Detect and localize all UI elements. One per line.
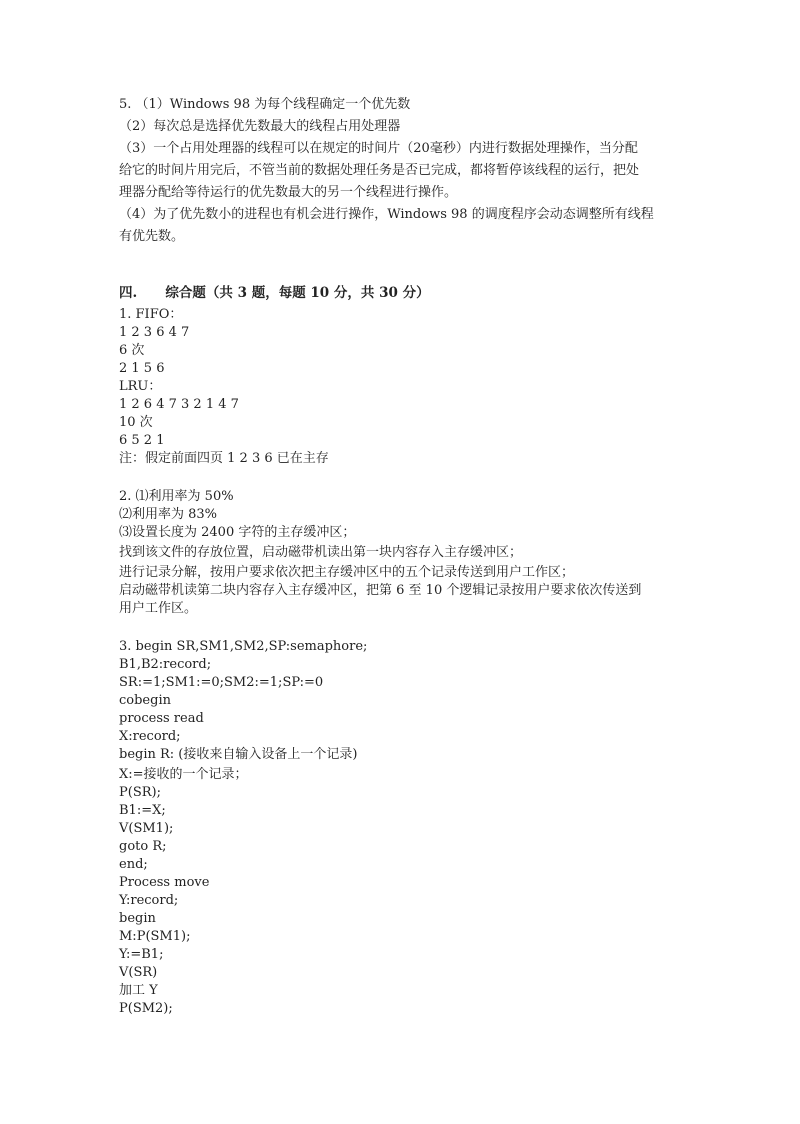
q3-line: P(SM2); — [119, 1001, 173, 1016]
q1-lru-result: 6 5 2 1 — [119, 433, 165, 448]
q3-line: begin — [119, 911, 156, 926]
q3-line: cobegin — [119, 693, 171, 708]
q3-line: goto R; — [119, 839, 167, 854]
q3-line: B1,B2:record; — [119, 657, 212, 672]
q3-line: X:record; — [119, 729, 181, 744]
q1-fifo-result: 2 1 5 6 — [119, 361, 165, 376]
q3-line: V(SM1); — [119, 821, 174, 836]
s5-line-3a: （3）一个占用处理器的线程可以在规定的时间片（20毫秒）内进行数据处理操作，当分配 — [119, 141, 638, 156]
q2-line-6: 启动磁带机读第二块内容存入主存缓冲区，把第 6 至 10 个逻辑记录按用户要求依次传送到 — [119, 583, 642, 598]
section-heading: 四. 综合题（共 3 题，每题 10 分，共 30 分） — [119, 285, 430, 301]
q2-line-2: ⑵利用率为 83% — [119, 507, 218, 522]
q3-line: begin R: (接收来自输入设备上一个记录) — [119, 747, 358, 762]
q3-line: Y:record; — [119, 893, 179, 908]
q1-fifo-seq: 1 2 3 6 4 7 — [119, 325, 190, 340]
q2-line-5: 进行记录分解，按用户要求依次把主存缓冲区中的五个记录传送到用户工作区； — [119, 565, 575, 580]
q2-line-3: ⑶设置长度为 2400 字符的主存缓冲区； — [119, 525, 356, 540]
q3-line: process read — [119, 711, 204, 726]
s5-line-3c: 理器分配给等待运行的优先数最大的另一个线程进行操作。 — [119, 185, 458, 200]
q2-line-1: 2. ⑴利用率为 50% — [119, 489, 234, 504]
q3-line: SR:=1;SM1:=0;SM2:=1;SP:=0 — [119, 675, 324, 690]
s5-line-3b: 给它的时间片用完后，不管当前的数据处理任务是否已完成，都将暂停该线程的运行，把处 — [119, 163, 640, 178]
q3-line: end; — [119, 857, 148, 872]
s5-line-2: （2）每次总是选择优先数最大的线程占用处理器 — [119, 119, 401, 134]
q3-line: 3. begin SR,SM1,SM2,SP:semaphore; — [119, 639, 368, 654]
q3-line: X:=接收的一个记录； — [119, 767, 248, 782]
s5-line-4a: （4）为了优先数小的进程也有机会进行操作，Windows 98 的调度程序会动态调整所有线程 — [119, 207, 654, 222]
q3-line: M:P(SM1); — [119, 929, 191, 944]
q3-line: V(SR) — [119, 965, 158, 980]
q1-lru-label: LRU： — [119, 379, 162, 394]
q1-fifo-count: 6 次 — [119, 343, 145, 358]
q2-line-7: 用户工作区。 — [119, 601, 198, 616]
q3-line: Process move — [119, 875, 210, 890]
q1-fifo-label: 1. FIFO： — [119, 307, 183, 322]
q3-line: B1:=X; — [119, 803, 166, 818]
q1-lru-seq: 1 2 6 4 7 3 2 1 4 7 — [119, 397, 239, 412]
q3-line: 加工 Y — [119, 983, 158, 998]
q2-line-4: 找到该文件的存放位置，启动磁带机读出第一块内容存入主存缓冲区； — [119, 545, 523, 560]
s5-line-1: 5. （1）Windows 98 为每个线程确定一个优先数 — [119, 97, 411, 112]
q3-line: P(SR); — [119, 785, 161, 800]
q3-line: Y:=B1; — [119, 947, 164, 962]
q1-lru-count: 10 次 — [119, 415, 153, 430]
q1-note: 注：假定前面四页 1 2 3 6 已在主存 — [119, 451, 329, 466]
s5-line-4b: 有优先数。 — [119, 229, 185, 244]
